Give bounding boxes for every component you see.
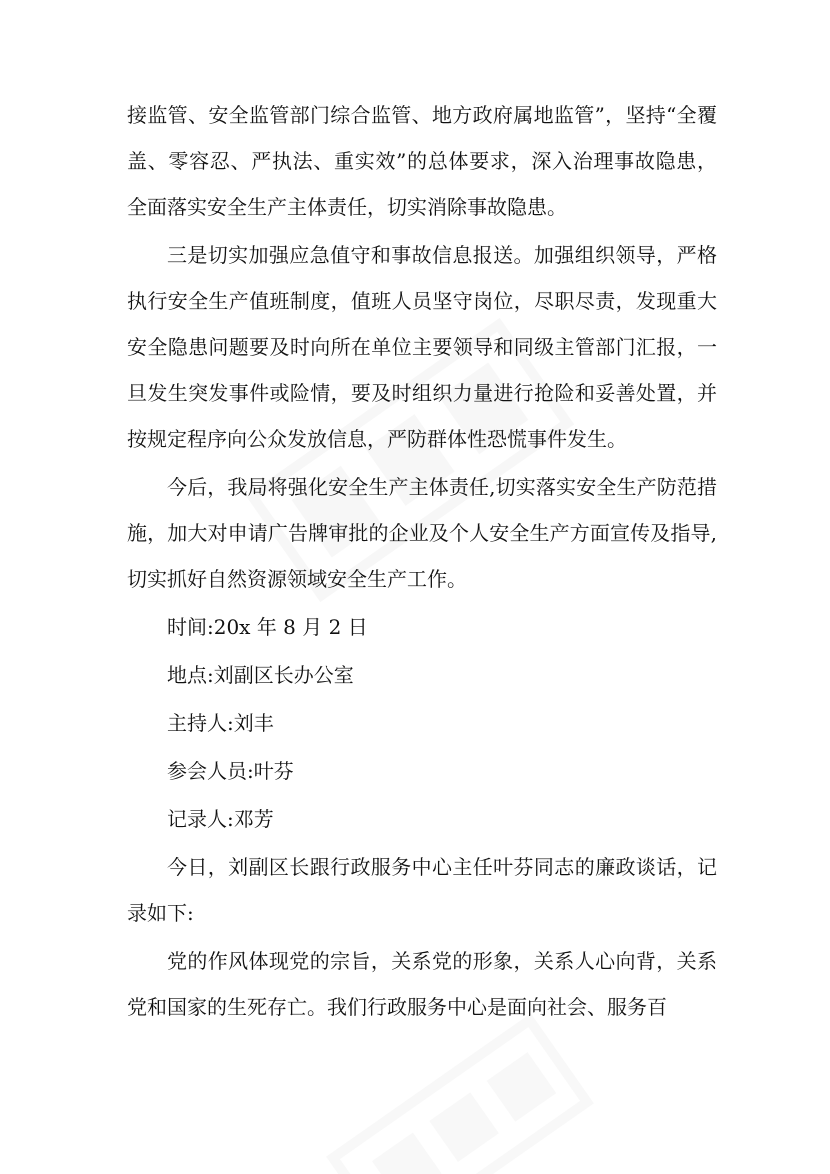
paragraph-emergency-duty: 三是切实加强应急值守和事故信息报送。加强组织领导，严格执行安全生产值班制度，值班人员坚守岗位，尽职尽责，发现重大安全隐患问题要及时向所在单位主要领导和同级主管部门汇报，一旦发生突发事件或险情，要及时组织力量进行抢险和妥善处置，并按规定程序向公众发放信息，严防群体性恐慌事件发生。: [127, 243, 717, 451]
paragraph-future-plan: 今后，我局将强化安全生产主体责任,切实落实安全生产防范措施，加大对申请广告牌审批的企业及个人安全生产方面宣传及指导,切实抓好自然资源领域安全生产工作。: [127, 475, 717, 591]
meeting-attendees: 参会人员:叶芬: [167, 759, 294, 783]
document-body: [127, 92, 717, 1030]
meeting-host: 主持人:刘丰: [167, 711, 274, 735]
meeting-time: 时间:20x 年 8 月 2 日: [167, 615, 368, 639]
paragraph-party-style: 党的作风体现党的宗旨，关系党的形象，关系人心向背，关系党和国家的生死存亡。我们行政服务中心是面向社会、服务百: [127, 949, 717, 1019]
meeting-recorder: 记录人:邓芳: [167, 807, 274, 831]
paragraph-talk-intro: 今日，刘副区长跟行政服务中心主任叶芬同志的廉政谈话，记录如下:: [127, 855, 717, 925]
meeting-location: 地点:刘副区长办公室: [167, 663, 354, 687]
paragraph-continuation: 接监管、安全监管部门综合监管、地方政府属地监管”，坚持“全覆盖、零容忍、严执法、重实效”的总体要求，深入治理事故隐患，全面落实安全生产主体责任，切实消除事故隐患。: [127, 103, 717, 219]
